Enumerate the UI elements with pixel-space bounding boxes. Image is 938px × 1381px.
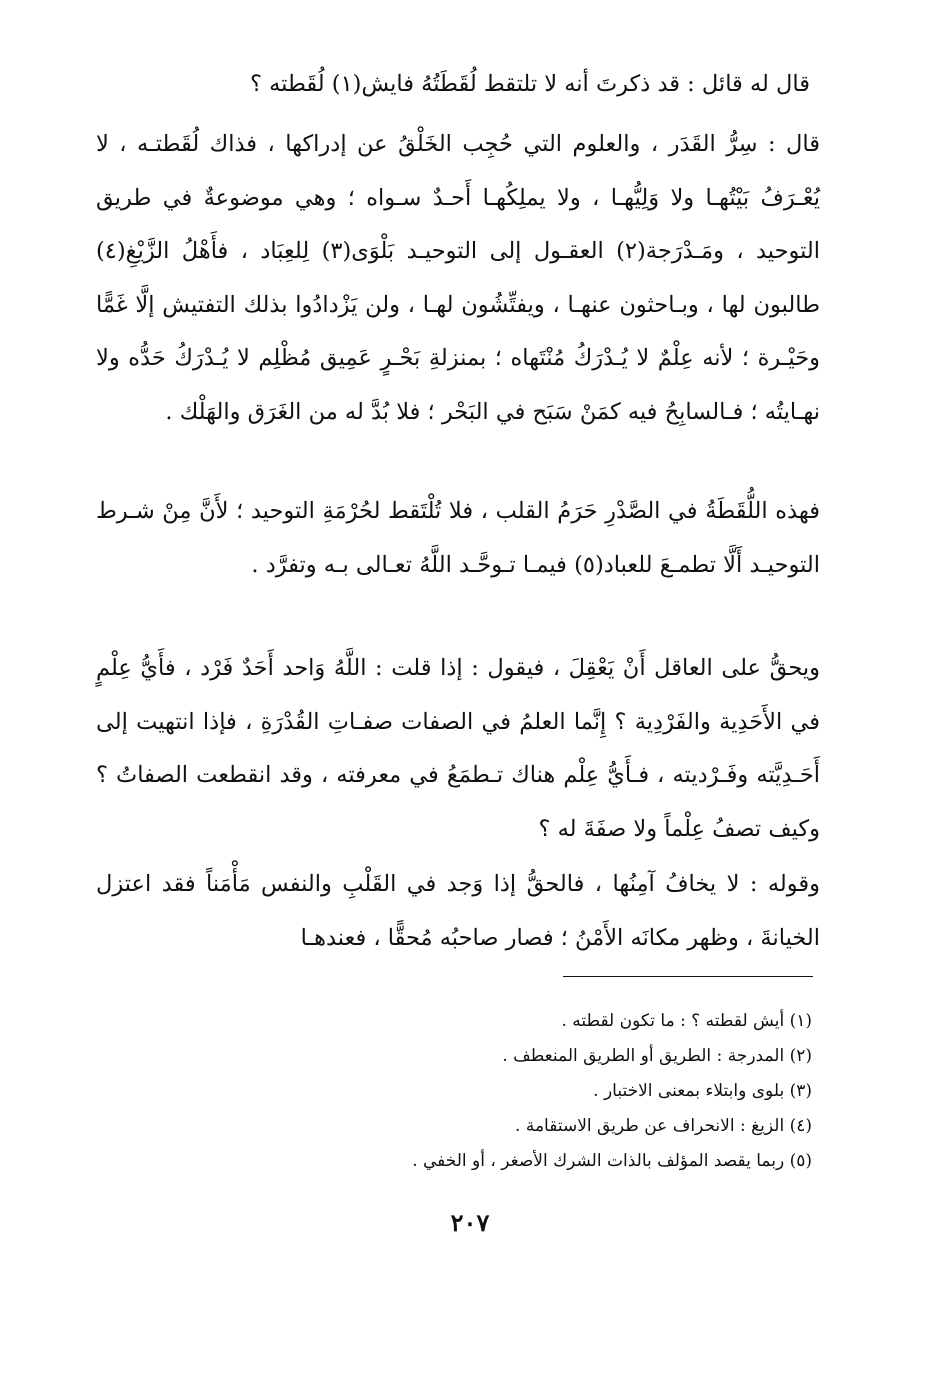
paragraph-4: وقوله : لا يخافُ آمِنُها ، فالحقُّ إذا وَجد في القَلْبِ والنفس مَأْمَناً فقد اعتزل الخيانةَ ، وظهر مكانَه الأَمْنُ ؛ فصار صاحبُه مُحقًّا ، فعندهـا: [96, 871, 820, 951]
footnote-4: (٤) الزيغ : الانحراف عن طريق الاستقامة .: [515, 1116, 812, 1136]
footnote-5: (٥) ربما يقصد المؤلف بالذات الشرك الأصغر ، أو الخفي .: [412, 1151, 812, 1171]
paragraph-3: ويحقُّ على العاقل أَنْ يَعْقِلَ ، فيقول : إذا قلت : اللَّهُ وَاحد أَحَدٌ فَرْد ، فأَيُّ عِلْمٍ في الأَحَدِية والفَرْدِية ؟ إِنَّما العلمُ في الصفات صفـاتِ القُدْرَةِ ، فإذا انتهيت إلى أَحَـدِيَّته وفَـرْديته ، فـأَيُّ عِلْم هناك تـطمَعُ في معرفته ، وقد انقطعت الصفاتُ ؟ وكيف تصفُ عِلْماً ولا صفَةَ له ؟: [96, 655, 820, 842]
footnote-2: (٢) المدرجة : الطريق أو الطريق المنعطف .: [502, 1046, 812, 1066]
footnotes: [300, 1004, 812, 1179]
footnote-3: (٣) بلوى وابتلاء بمعنى الاختبار .: [593, 1081, 812, 1101]
paragraph-2: فهذه اللُّقَطَةُ في الصَّدْرِ حَرَمُ القلب ، فلا تُلْتَقط لحُرْمَةِ التوحيد ؛ لأَنَّ مِنْ شـرط التوحيـد أَلَّا تطمـعَ للعباد(٥) فيمـا تـوحَّـد اللَّهُ تعـالى بـه وتفرَّد .: [96, 498, 820, 578]
footnote-1: (١) أيش لقطته ؟ : ما تكون لقطته .: [561, 1011, 812, 1031]
footnote-divider: [563, 976, 813, 977]
page-number: ٢٠٧: [450, 1208, 490, 1237]
paragraph-1: قال : سِرُّ القَدَر ، والعلوم التي حُجِب الخَلْقُ عن إدراكها ، فذاك لُقَطتـه ، لا يُعْـرَفُ بَيْتُهـا ولا وَلِيُّهـا ، ولا يملِكُهـا أَحـدٌ سـواه ؛ وهي موضوعةٌ في طريق التوحيد ، ومَـدْرَجة(٢) العقـول إلى التوحيـد بَلْوَى(٣) لِلعِبَاد ، فأَهْلُ الزَّيْغِ(٤) طالبون لها ، وبـاحثون عنهـا ، ويفتِّشُون لهـا ، ولن يَزْدادُوا بذلك التفتيش إلَّا غَمًّا وحَيْـرة ؛ لأنه عِلْمٌ لا يُـدْرَكُ مُنْتَهاه ؛ بمنزلةِ بَحْـرٍ عَمِيق مُظْلِم لا يُـدْرَكُ حَدُّه ولا نهـايتُه ؛ فـالسابِحُ فيه كمَنْ سَبَح في البَحْر ؛ فلا بُدَّ له من الغَرَق والهَلْك .: [96, 131, 821, 425]
opening-question: قال له قائل : قد ذكرتَ أنه لا تلتقط لُقَطَتُهُ فايش(١) لُقَطته ؟: [250, 71, 810, 97]
